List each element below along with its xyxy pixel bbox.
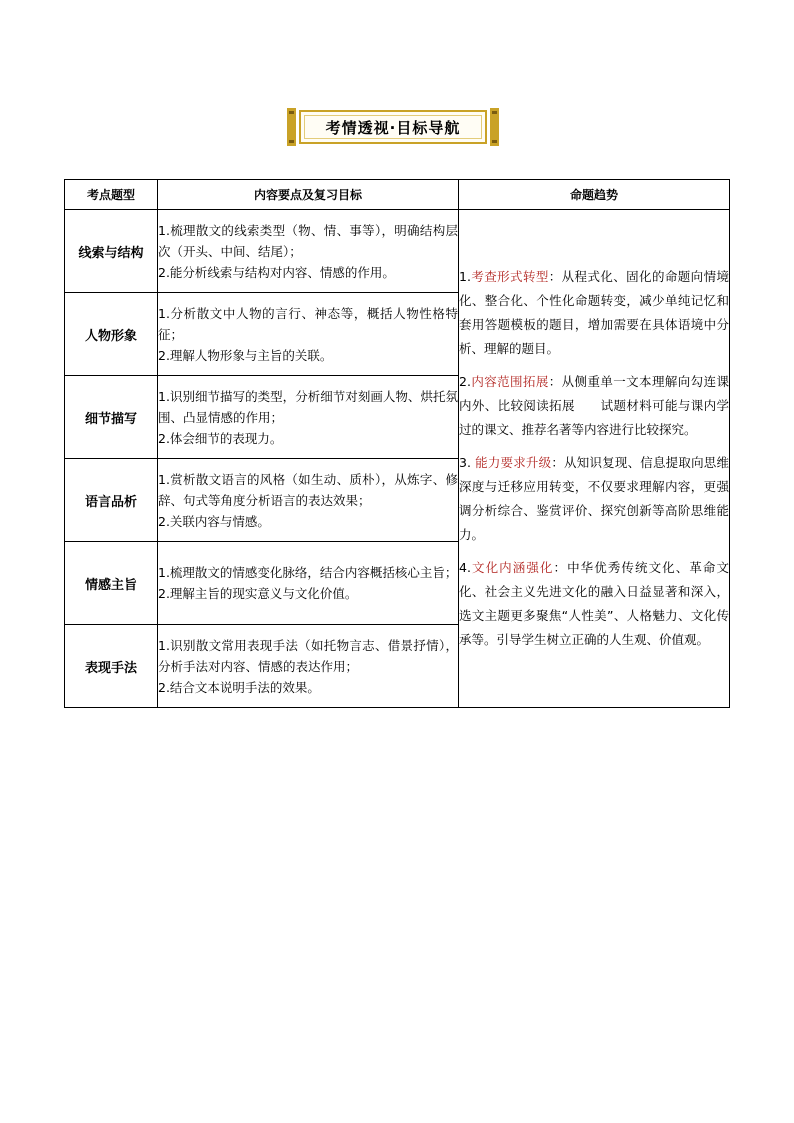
banner-scroll-right: [490, 108, 499, 146]
content-line: 1.识别细节描写的类型，分析细节对刻画人物、烘托氛围、凸显情感的作用；: [158, 388, 458, 425]
content-cell: [158, 459, 459, 542]
topic-type-cell: 表现手法: [65, 625, 158, 708]
trend-keyword: 内容范围拓展: [470, 374, 549, 389]
content-line: 1.赏析散文语言的风格（如生动、质朴），从炼字、修辞、句式等角度分析语言的表达效果；: [158, 471, 458, 508]
trend-text: ：从知识复现、信息提取向思维深度与迁移应用转变，不仅要求理解内容，更强调分析综合、鉴赏评价、探究创新等高阶思维能力。: [459, 455, 729, 542]
header-topic-type: 考点题型: [65, 180, 158, 210]
table-header-row: [65, 180, 730, 210]
banner-title: 考情透视·目标导航: [325, 118, 461, 137]
header-content-goals: 内容要点及复习目标: [158, 180, 459, 210]
table-row: [65, 210, 730, 293]
trend-number: 3.: [459, 455, 476, 470]
trends-cell: [459, 210, 730, 708]
trend-item: [459, 370, 729, 442]
exam-overview-table: [64, 179, 730, 708]
content-line: 1.识别散文常用表现手法（如托物言志、借景抒情），分析手法对内容、情感的表达作用；: [158, 637, 458, 674]
content-line: 2.关联内容与情感。: [158, 513, 270, 529]
topic-type-cell: 语言品析: [65, 459, 158, 542]
trend-number: 1.: [459, 269, 471, 284]
trend-item: [459, 451, 729, 547]
topic-type-cell: 人物形象: [65, 293, 158, 376]
trend-text: ：从侧重单一文本理解向勾连课内外、比较阅读拓展 试题材料可能与课内学过的课文、推荐名著等内容进行比较探究。: [459, 374, 729, 437]
trend-keyword: 考查形式转型: [470, 269, 549, 284]
content-line: 1.梳理散文的情感变化脉络，结合内容概括核心主旨；: [158, 565, 458, 580]
trend-number: 4.: [459, 560, 471, 575]
content-cell: [158, 293, 459, 376]
trend-item: [459, 265, 729, 361]
content-line: 2.理解人物形象与主旨的关联。: [158, 347, 333, 363]
trend-keyword: 文化内涵强化: [470, 560, 554, 575]
trend-text: ：从程式化、固化的命题向情境化、整合化、个性化命题转变，减少单纯记忆和套用答题模板的题目，增加需要在具体语境中分析、理解的题目。: [459, 269, 729, 356]
header-trends: 命题趋势: [459, 180, 730, 210]
trend-keyword: 能力要求升级: [475, 455, 552, 470]
content-cell: [158, 376, 459, 459]
content-line: 1.分析散文中人物的言行、神态等，概括人物性格特征；: [158, 305, 458, 342]
topic-type-cell: 细节描写: [65, 376, 158, 459]
content-cell: [158, 542, 459, 625]
content-line: 1.梳理散文的线索类型（物、情、事等），明确结构层次（开头、中间、结尾）；: [158, 222, 458, 259]
trend-text: ：中华优秀传统文化、革命文化、社会主义先进文化的融入日益显著和深入，选文主题更多聚焦“人性美”、人格魅力、文化传承等。引导学生树立正确的人生观、价值观。: [459, 560, 729, 647]
topic-type-cell: 情感主旨: [65, 542, 158, 625]
content-line: 2.体会细节的表现力。: [158, 430, 283, 446]
topic-type-cell: 线索与结构: [65, 210, 158, 293]
content-line: 2.结合文本说明手法的效果。: [158, 679, 320, 695]
content-cell: [158, 210, 459, 293]
content-cell: [158, 625, 459, 708]
banner-scroll-left: [287, 108, 296, 146]
section-banner: [287, 108, 499, 146]
trend-item: [459, 556, 729, 652]
content-line: 2.理解主旨的现实意义与文化价值。: [158, 586, 358, 601]
trend-number: 2.: [459, 374, 471, 389]
content-line: 2.能分析线索与结构对内容、情感的作用。: [158, 264, 395, 280]
banner-box: [299, 110, 487, 144]
